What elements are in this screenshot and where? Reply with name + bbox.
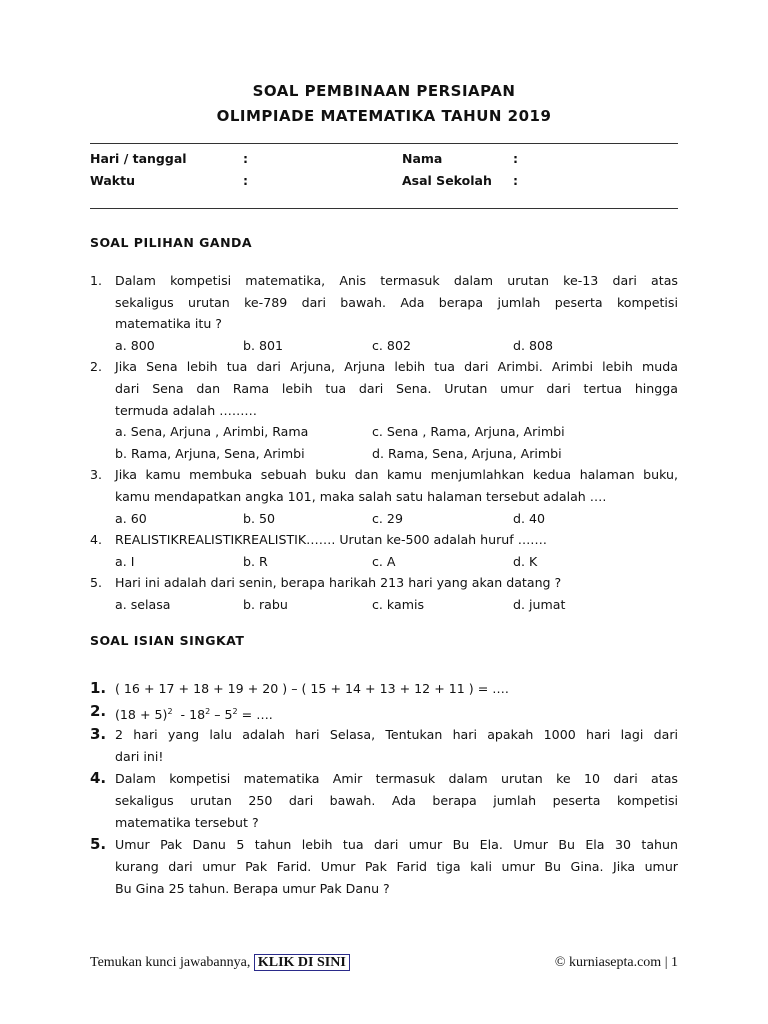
expr: = ….: [237, 707, 273, 723]
sekolah-label: Asal Sekolah: [402, 173, 492, 188]
question-number: 2.: [90, 359, 103, 375]
klik-di-sini-link[interactable]: KLIK DI SINI: [254, 954, 350, 971]
question-number: 1.: [90, 679, 107, 697]
question-text: Dalam kompetisi matematika Amir termasuk dalam urutan ke 10 dari atas: [115, 771, 678, 786]
answer-option: c. 29: [372, 510, 403, 526]
section-heading-isian: SOAL ISIAN SINGKAT: [90, 633, 245, 648]
answer-option: b. R: [243, 553, 268, 569]
question-text: ( 16 + 17 + 18 + 19 + 20 ) – ( 15 + 14 + 13 + 12 + 11 ) = ….: [115, 681, 509, 696]
question-text: Jika Sena lebih tua dari Arjuna, Arjuna lebih tua dari Arimbi. Arimbi lebih muda: [115, 359, 678, 375]
divider: [90, 208, 678, 209]
answer-option: d. jumat: [513, 597, 566, 612]
question-number: 4.: [90, 532, 103, 548]
question-text: matematika itu ?: [115, 316, 222, 332]
question-text: sekaligus urutan ke-789 dari bawah. Ada berapa jumlah peserta kompetisi: [115, 294, 678, 310]
question-number: 4.: [90, 769, 107, 787]
nama-label: Nama: [402, 151, 443, 166]
question-number: 5.: [90, 575, 103, 591]
question-text: Jika kamu membuka sebuah buku dan kamu menjumlahkan kedua halaman buku,: [115, 467, 678, 483]
question-number: 2.: [90, 702, 107, 720]
expr: (18 + 5): [115, 707, 168, 723]
expr: – 5: [210, 707, 233, 723]
answer-option: c. A: [372, 553, 396, 569]
divider: [90, 143, 678, 144]
answer-option: a. 800: [115, 337, 155, 353]
answer-option: c. Sena , Rama, Arjuna, Arimbi: [372, 424, 565, 440]
answer-option: c. 802: [372, 337, 411, 353]
exponent: 2: [205, 707, 211, 716]
exponent: 2: [232, 707, 238, 716]
waktu-label: Waktu: [90, 173, 135, 188]
answer-option: d. K: [513, 553, 538, 569]
question-text: kamu mendapatkan angka 101, maka salah satu halaman tersebut adalah ….: [115, 489, 607, 504]
answer-option: a. selasa: [115, 597, 171, 612]
answer-option: a. 60: [115, 510, 147, 526]
question-text: 2 hari yang lalu adalah hari Selasa, Tentukan hari apakah 1000 hari lagi dari: [115, 727, 678, 742]
question-number: 3.: [90, 467, 103, 483]
exponent: 2: [167, 707, 173, 716]
colon: :: [243, 151, 248, 166]
answer-option: b. Rama, Arjuna, Sena, Arimbi: [115, 445, 305, 461]
title-line-1: SOAL PEMBINAAN PERSIAPAN: [252, 82, 516, 100]
question-text: dari Sena dan Rama lebih tua dari Sena. Urutan umur dari tertua hingga: [115, 381, 678, 396]
expr: - 18: [176, 707, 206, 723]
question-text: [115, 704, 273, 723]
colon: :: [513, 173, 518, 188]
question-text: Umur Pak Danu 5 tahun lebih tua dari umur Bu Ela. Umur Bu Ela 30 tahun: [115, 837, 678, 852]
question-text: matematika tersebut ?: [115, 815, 259, 830]
hari-label: Hari / tanggal: [90, 151, 187, 166]
answer-option: d. Rama, Sena, Arjuna, Arimbi: [372, 445, 562, 461]
question-number: 3.: [90, 725, 107, 743]
question-text: termuda adalah ………: [115, 402, 258, 418]
question-text: sekaligus urutan 250 dari bawah. Ada berapa jumlah peserta kompetisi: [115, 793, 678, 808]
answer-option: d. 808: [513, 337, 554, 353]
answer-option: b. 801: [243, 337, 284, 353]
question-text: dari ini!: [115, 749, 164, 764]
question-number: 5.: [90, 835, 107, 853]
answer-option: c. kamis: [372, 597, 425, 612]
colon: :: [243, 173, 248, 188]
section-heading-pilihan-ganda: SOAL PILIHAN GANDA: [90, 235, 253, 250]
question-text: Dalam kompetisi matematika, Anis termasuk dalam urutan ke-13 dari atas: [115, 273, 678, 288]
question-number: 1.: [90, 273, 103, 288]
answer-option: a. Sena, Arjuna , Arimbi, Rama: [115, 424, 309, 440]
answer-option: d. 40: [513, 510, 546, 526]
footer-right: © kurniasepta.com | 1: [554, 955, 678, 970]
footer-text: Temukan kunci jawabannya,: [90, 955, 251, 970]
answer-option: b. 50: [243, 510, 276, 526]
question-text: kurang dari umur Pak Farid. Umur Pak Farid tiga kali umur Bu Gina. Jika umur: [115, 859, 678, 874]
question-text: REALISTIKREALISTIKREALISTIK……. Urutan ke-500 adalah huruf …….: [115, 532, 547, 548]
question-text: Bu Gina 25 tahun. Berapa umur Pak Danu ?: [115, 881, 390, 896]
answer-option: a. I: [115, 553, 135, 569]
colon: :: [513, 151, 518, 166]
footer-left: [90, 955, 350, 971]
question-text: Hari ini adalah dari senin, berapa harikah 213 hari yang akan datang ?: [115, 575, 562, 591]
title-line-2: OLIMPIADE MATEMATIKA TAHUN 2019: [216, 107, 552, 125]
answer-option: b. rabu: [243, 597, 288, 612]
